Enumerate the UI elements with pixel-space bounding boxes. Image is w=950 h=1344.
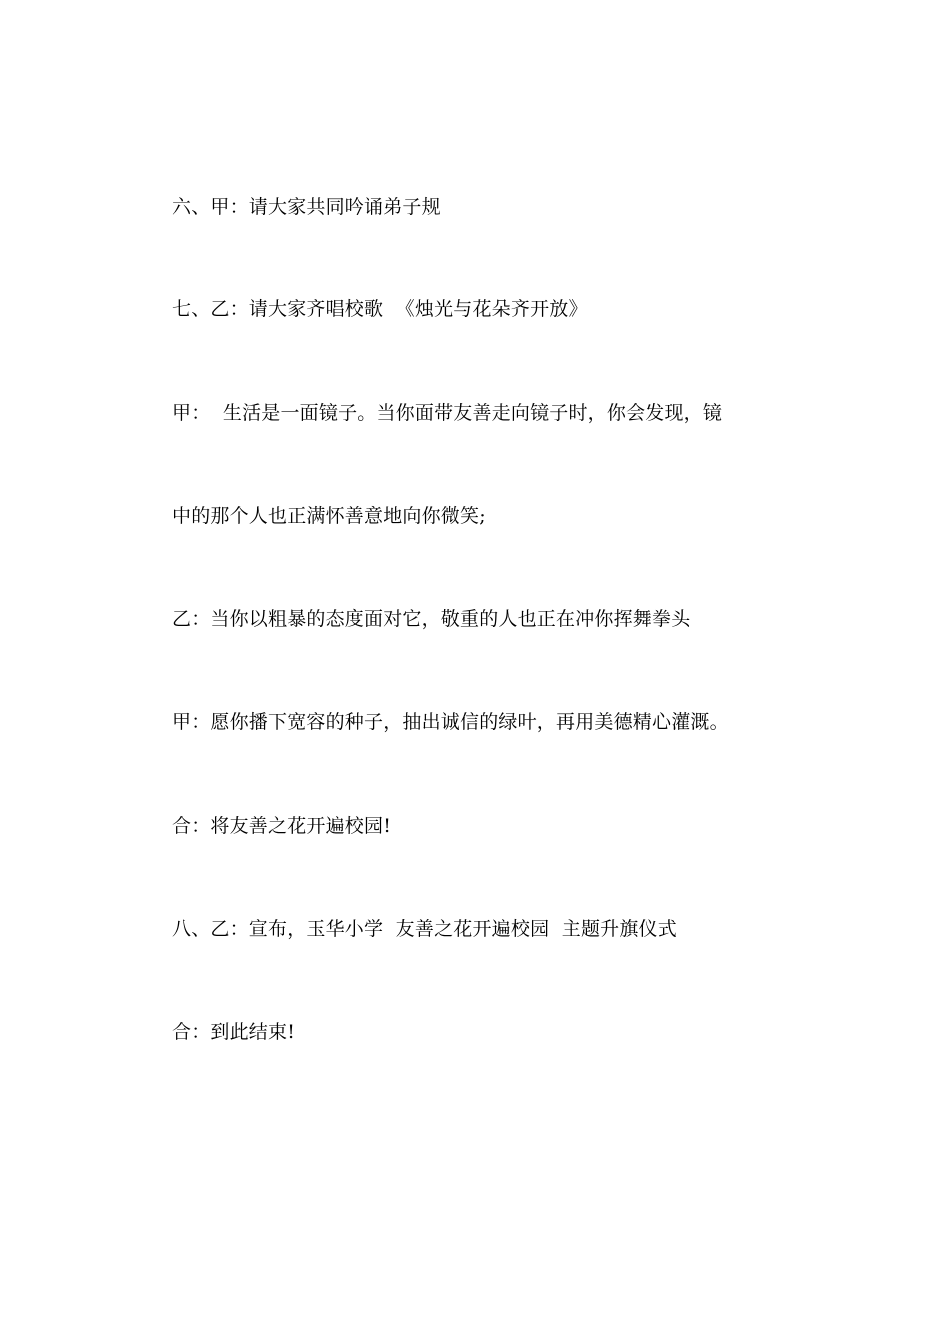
text-line-seeds-of-tolerance: 甲：愿你播下宽容的种子，抽出诚信的绿叶，再用美德精心灌溉。 [172, 711, 729, 733]
text-line-rude-attitude: 乙：当你以粗暴的态度面对它，敬重的人也正在冲你挥舞拳头 [172, 608, 691, 630]
text-line-announcement: 八、乙：宣布，玉华小学 友善之花开遍校园 主题升旗仪式 [172, 918, 677, 940]
text-line-closing: 合：到此结束! [172, 1021, 296, 1043]
text-line-mirror-1: 甲： 生活是一面镜子。当你面带友善走向镜子时，你会发现，镜 [172, 402, 723, 424]
text-line-song-recitation: 六、甲：请大家共同吟诵弟子规 [172, 196, 441, 218]
text-line-school-song: 七、乙：请大家齐唱校歌 《烛光与花朵齐开放》 [172, 298, 588, 320]
text-line-flowers-across-campus: 合：将友善之花开遍校园! [172, 815, 392, 837]
text-line-mirror-2: 中的那个人也正满怀善意地向你微笑; [172, 505, 486, 527]
